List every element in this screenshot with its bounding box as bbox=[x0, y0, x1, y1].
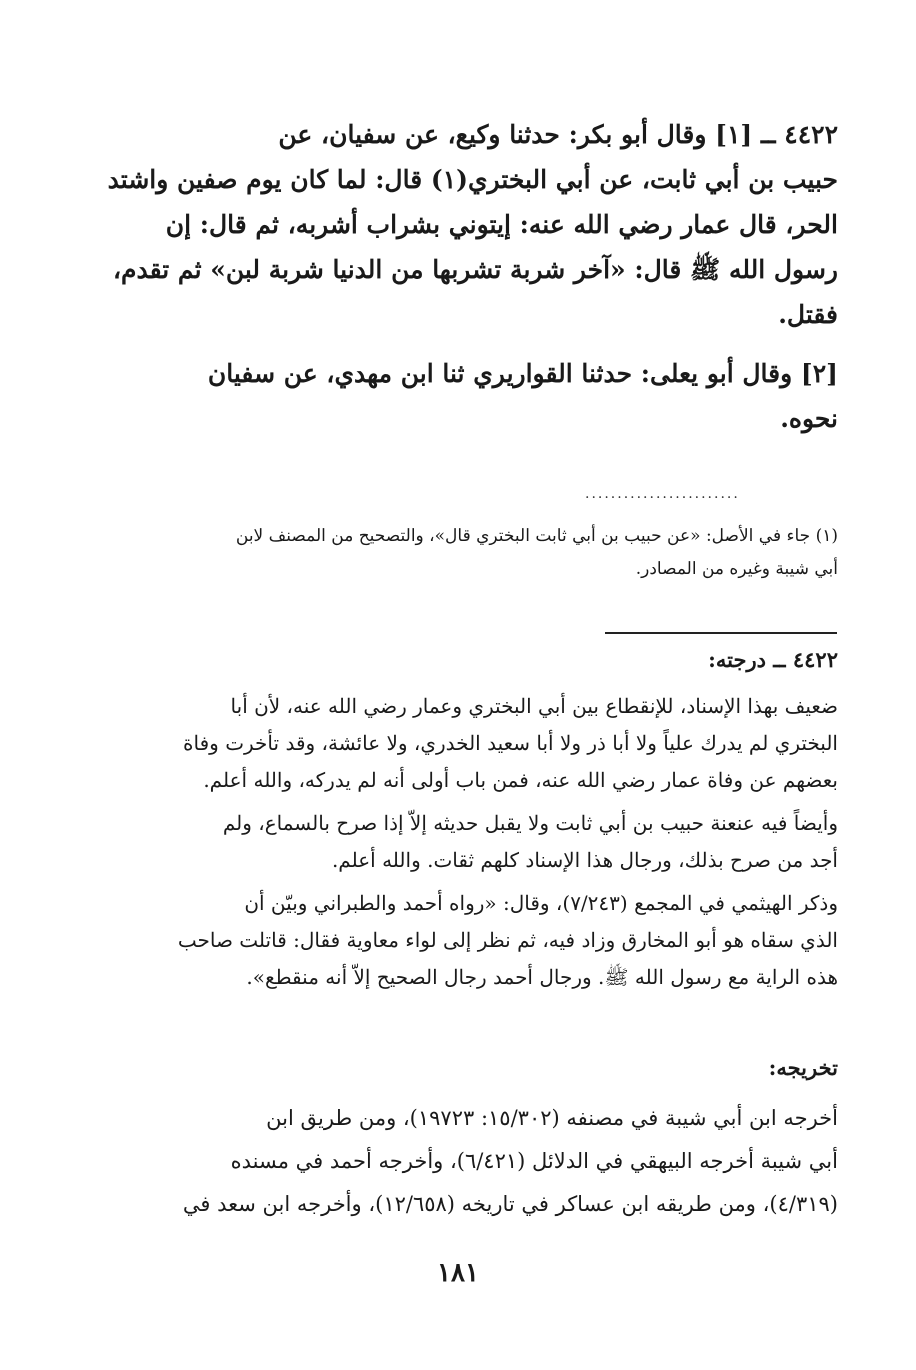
section-divider bbox=[605, 632, 837, 634]
text-line: البختري لم يدرك علياً ولا أبا ذر ولا أبا سعيد الخدري، ولا عائشة، وقد تأخرت وفاة bbox=[183, 731, 838, 755]
text-line: أخرجه ابن أبي شيبة في مصنفه (١٥/٣٠٢: ١٩٧٢٣)، ومن طريق ابن bbox=[266, 1106, 838, 1130]
text-line: ضعيف بهذا الإسناد، للإنقطاع بين أبي البختري وعمار رضي الله عنه، لأن أبا bbox=[230, 694, 838, 718]
footnote-separator: ........................ bbox=[585, 486, 740, 500]
footnote-line: (١) جاء في الأصل: «عن حبيب بن أبي ثابت البختري قال»، والتصحيح من المصنف لابن bbox=[235, 526, 838, 546]
grade-paragraph bbox=[108, 688, 838, 799]
text-line: هذه الراية مع رسول الله ﷺ. ورجال أحمد رجال الصحيح إلاّ أنه منقطع». bbox=[246, 965, 838, 989]
text-line: رسول الله ﷺ قال: «آخر شربة تشربها من الدنيا شربة لبن» ثم تقدم، bbox=[112, 255, 838, 284]
takhrij-heading: تخريجه: bbox=[768, 1055, 838, 1080]
text-line: الذي سقاه هو أبو المخارق وزاد فيه، ثم نظر إلى لواء معاوية فقال: قاتلت صاحب bbox=[177, 928, 838, 952]
text-line: وذكر الهيثمي في المجمع (٧/٢٤٣)، وقال: «رواه أحمد والطبراني وبيّن أن bbox=[244, 891, 838, 915]
text-line: بعضهم عن وفاة عمار رضي الله عنه، فمن باب أولى أنه لم يدركه، والله أعلم. bbox=[203, 768, 838, 792]
footnote-line: أبي شيبة وغيره من المصادر. bbox=[635, 559, 838, 579]
text-line: الحر، قال عمار رضي الله عنه: إيتوني بشراب أشربه، ثم قال: إن bbox=[165, 210, 838, 239]
text-line: ٤٤٢٢ ــ [١] وقال أبو بكر: حدثنا وكيع، عن سفيان، عن bbox=[278, 120, 838, 149]
text-line: (٤/٣١٩)، ومن طريقه ابن عساكر في تاريخه (١٢/٦٥٨)، وأخرجه ابن سعد في bbox=[182, 1192, 838, 1216]
grade-paragraph bbox=[108, 885, 838, 996]
page-number: ١٨١ bbox=[437, 1258, 479, 1288]
hadith-text bbox=[108, 112, 838, 441]
text-line: أبي شيبة أخرجه البيهقي في الدلائل (٦/٤٢١)، وأخرجه أحمد في مسنده bbox=[230, 1149, 838, 1173]
footnote bbox=[108, 520, 838, 586]
grade-paragraph bbox=[108, 805, 838, 879]
grade-section bbox=[108, 688, 838, 996]
grade-heading: ٤٤٢٢ ــ درجته: bbox=[708, 647, 838, 672]
hadith-paragraph-2 bbox=[108, 351, 838, 441]
text-line: حبيب بن أبي ثابت، عن أبي البختري(١) قال: لما كان يوم صفين واشتد bbox=[108, 165, 838, 194]
text-line: أجد من صرح بذلك، ورجال هذا الإسناد كلهم ثقات. والله أعلم. bbox=[331, 848, 838, 872]
text-line: وأيضاً فيه عنعنة حبيب بن أبي ثابت ولا يقبل حديثه إلاّ إذا صرح بالسماع، ولم bbox=[222, 811, 838, 835]
takhrij-section bbox=[108, 1097, 838, 1226]
text-line: نحوه. bbox=[780, 404, 838, 433]
hadith-paragraph-1 bbox=[108, 112, 838, 337]
text-line: [٢] وقال أبو يعلى: حدثنا القواريري ثنا ابن مهدي، عن سفيان bbox=[207, 359, 838, 388]
text-line: فقتل. bbox=[778, 300, 838, 329]
